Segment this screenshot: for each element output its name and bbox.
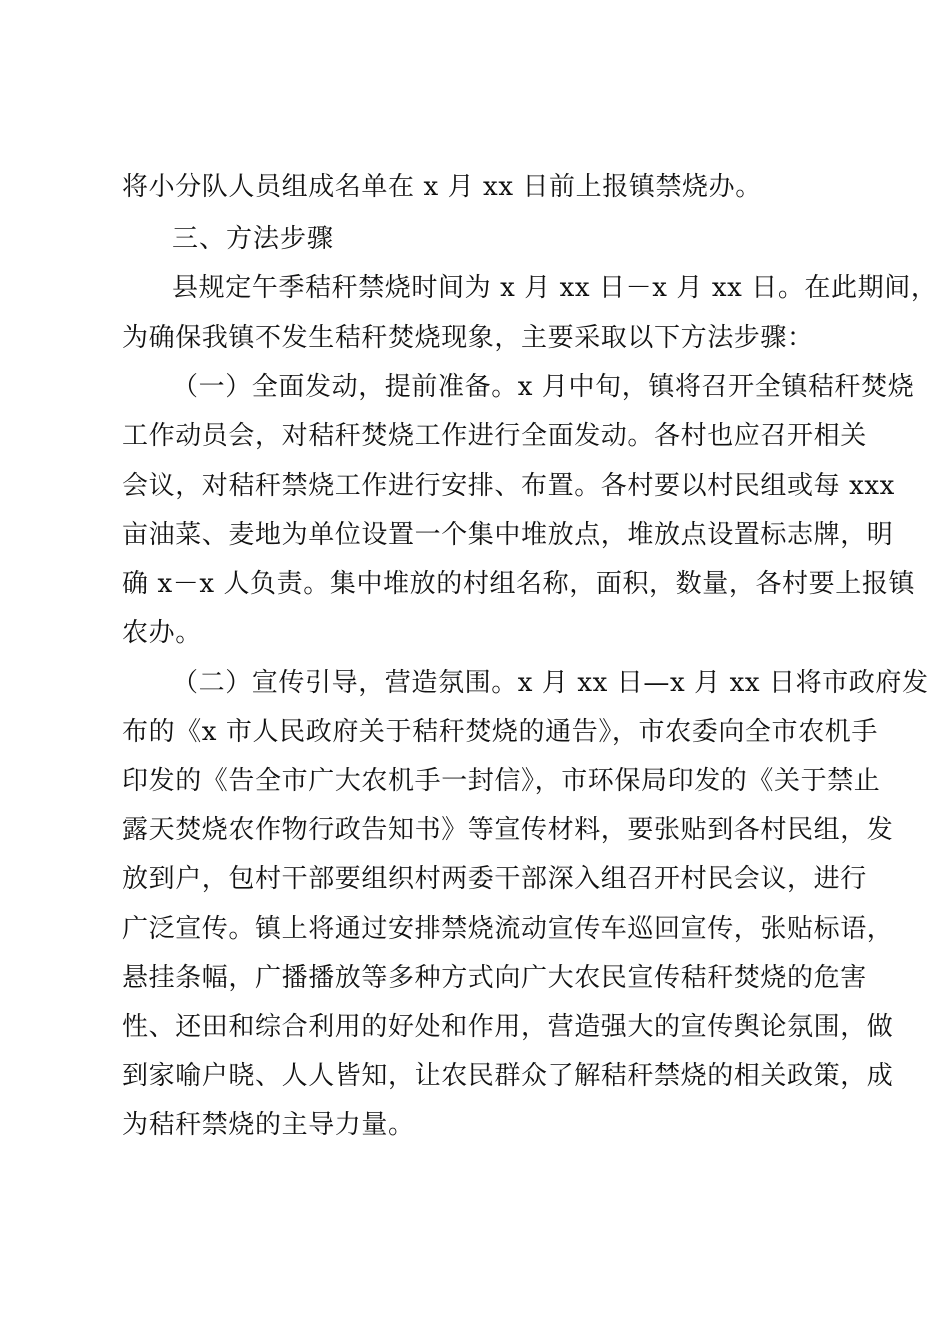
paragraph-line-10: 农办。 <box>122 618 202 648</box>
paragraph-line-8: 亩油菜、麦地为单位设置一个集中堆放点，堆放点设置标志牌，明 <box>122 520 894 550</box>
paragraph-line-14: 露天焚烧农作物行政告知书》等宣传材料，要张贴到各村民组，发 <box>122 815 894 845</box>
paragraph-line-9: 确 x－x 人负责。集中堆放的村组名称，面积，数量，各村要上报镇 <box>122 569 916 599</box>
paragraph-line-20: 为秸秆禁烧的主导力量。 <box>122 1110 415 1140</box>
paragraph-line-5: （一）全面发动，提前准备。x 月中旬，镇将召开全镇秸秆焚烧 <box>172 372 915 402</box>
paragraph-line-12: 布的《x 市人民政府关于秸秆焚烧的通告》，市农委向全市农机手 <box>122 717 878 747</box>
paragraph-line-18: 性、还田和综合利用的好处和作用，营造强大的宣传舆论氛围，做 <box>122 1012 894 1042</box>
paragraph-line-19: 到家喻户晓、人人皆知，让农民群众了解秸秆禁烧的相关政策，成 <box>122 1061 894 1091</box>
paragraph-line-1: 将小分队人员组成名单在 x 月 xx 日前上报镇禁烧办。 <box>122 172 762 202</box>
paragraph-line-13: 印发的《告全市广大农机手一封信》，市环保局印发的《关于禁止 <box>122 766 881 796</box>
paragraph-line-16: 广泛宣传。镇上将通过安排禁烧流动宣传车巡回宣传，张贴标语， <box>122 914 894 944</box>
section-heading: 三、方法步骤 <box>172 224 335 254</box>
paragraph-line-7: 会议，对秸秆禁烧工作进行安排、布置。各村要以村民组或每 xxx <box>122 471 895 501</box>
paragraph-line-6: 工作动员会，对秸秆焚烧工作进行全面发动。各村也应召开相关 <box>122 421 867 451</box>
paragraph-line-4: 为确保我镇不发生秸秆焚烧现象，主要采取以下方法步骤： <box>122 323 814 353</box>
paragraph-line-15: 放到户，包村干部要组织村两委干部深入组召开村民会议，进行 <box>122 864 867 894</box>
paragraph-line-3: 县规定午季秸秆禁烧时间为 x 月 xx 日－x 月 xx 日。在此期间， <box>172 273 938 303</box>
paragraph-line-17: 悬挂条幅，广播播放等多种方式向广大农民宣传秸秆焚烧的危害 <box>122 963 867 993</box>
paragraph-line-11: （二）宣传引导，营造氛围。x 月 xx 日—x 月 xx 日将市政府发 <box>172 668 929 698</box>
